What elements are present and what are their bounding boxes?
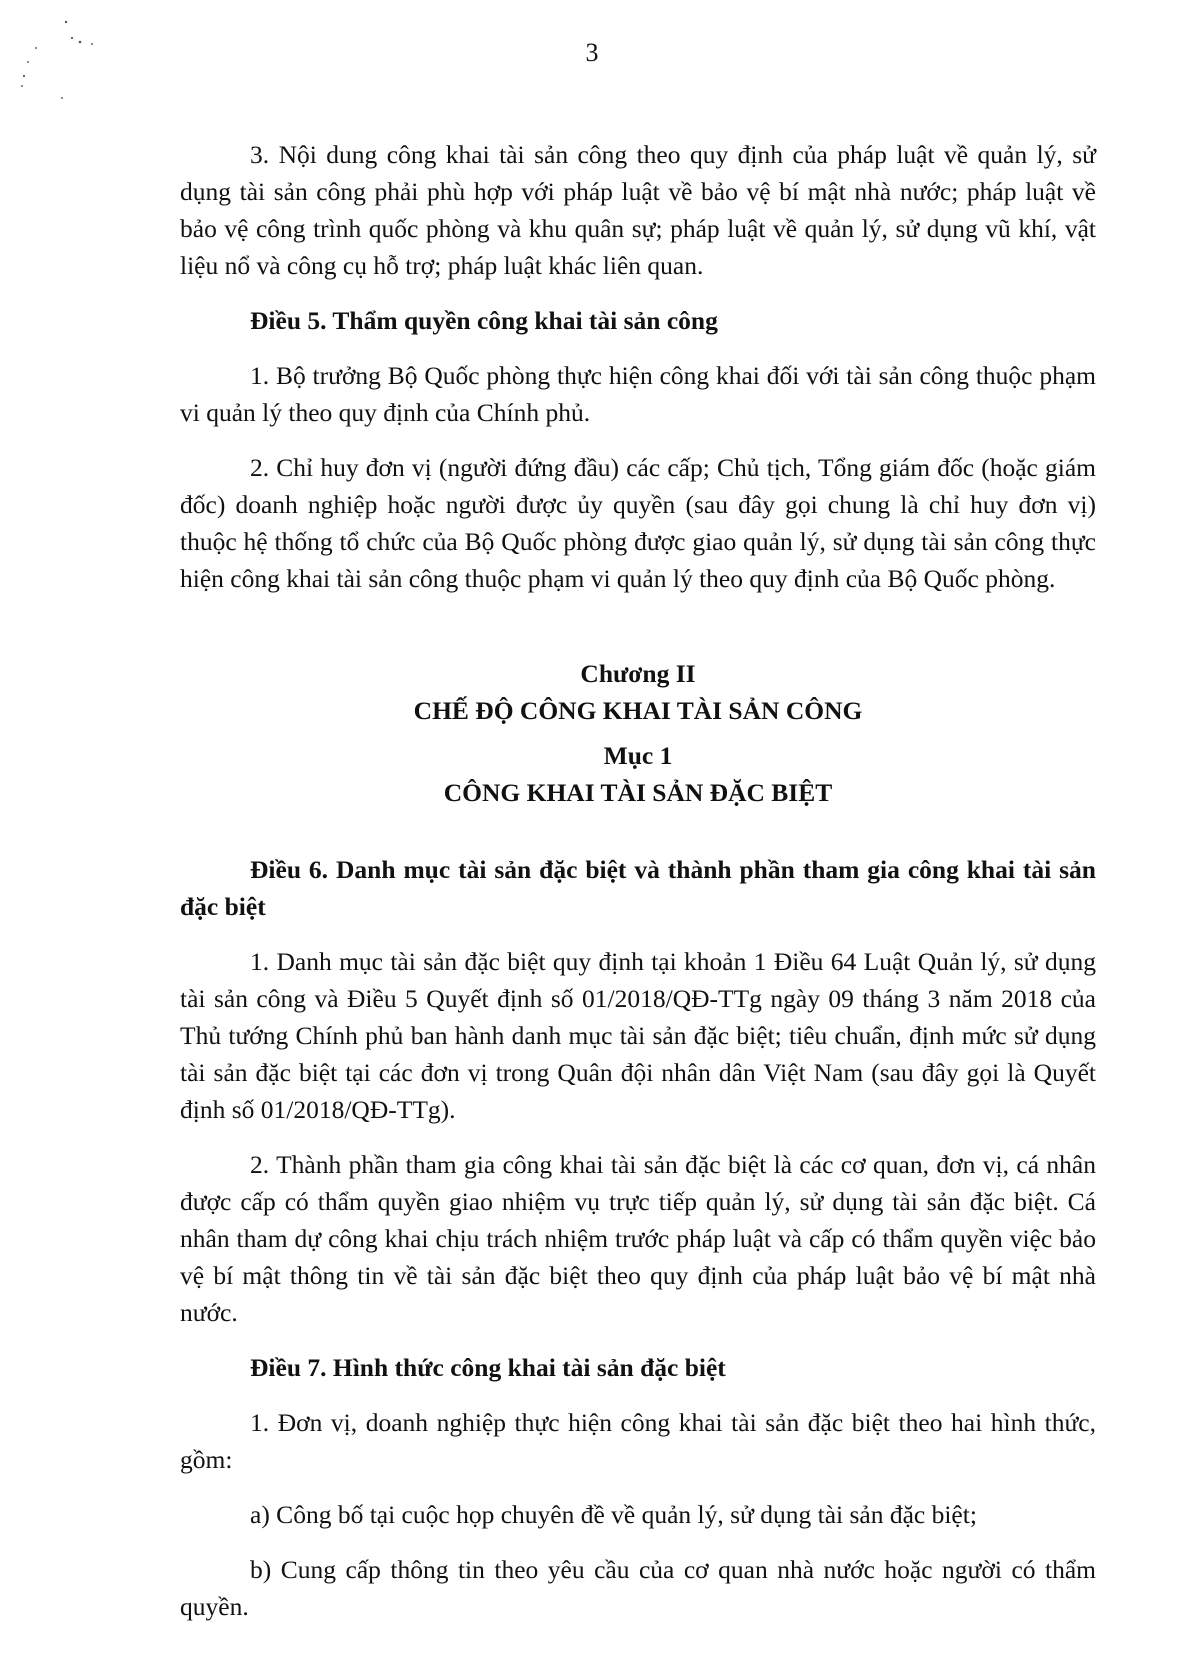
article5-title: Điều 5. Thẩm quyền công khai tài sản công — [250, 306, 718, 335]
article6-title: Điều 6. Danh mục tài sản đặc biệt và thành phần tham gia công khai tài sản đặc biệt — [180, 855, 1096, 921]
page-number: 3 — [585, 38, 599, 67]
chapter-label: Chương II — [580, 659, 696, 688]
article6-clause1: 1. Danh mục tài sản đặc biệt quy định tại khoản 1 Điều 64 Luật Quản lý, sử dụng tài sản công và Điều 5 Quyết định số 01/2018/QĐ-TTg ngày 09 tháng 3 năm 2018 của Thủ tướng Chính phủ ban hành danh mục tài sản đặc biệt; tiêu chuẩn, định mức sử dụng tài sản đặc biệt tại các đơn vị trong Quân đội nhân dân Việt Nam (sau đây gọi là Quyết định số 01/2018/QĐ-TTg). — [180, 947, 1096, 1124]
article5-clause1: 1. Bộ trưởng Bộ Quốc phòng thực hiện công khai đối với tài sản công thuộc phạm vi quản lý theo quy định của Chính phủ. — [180, 361, 1096, 427]
section-title: CÔNG KHAI TÀI SẢN ĐẶC BIỆT — [443, 778, 833, 807]
document-body — [180, 136, 1096, 1643]
article6-clause2: 2. Thành phần tham gia công khai tài sản đặc biệt là các cơ quan, đơn vị, cá nhân được cấp có thẩm quyền giao nhiệm vụ trực tiếp quản lý, sử dụng tài sản đặc biệt. Cá nhân tham dự công khai chịu trách nhiệm trước pháp luật và cấp có thẩm quyền việc bảo vệ bí mật thông tin về tài sản đặc biệt theo quy định của pháp luật bảo vệ bí mật nhà nước. — [180, 1150, 1096, 1327]
chapter-title: CHẾ ĐỘ CÔNG KHAI TÀI SẢN CÔNG — [413, 696, 863, 725]
article7-point-b: b) Cung cấp thông tin theo yêu cầu của cơ quan nhà nước hoặc người có thẩm quyền. — [180, 1555, 1096, 1621]
article7-title: Điều 7. Hình thức công khai tài sản đặc biệt — [250, 1353, 726, 1382]
chapter-heading — [180, 655, 1096, 811]
article4-clause3: 3. Nội dung công khai tài sản công theo quy định của pháp luật về quản lý, sử dụng tài sản công phải phù hợp với pháp luật về bảo vệ bí mật nhà nước; pháp luật về bảo vệ công trình quốc phòng và khu quân sự; pháp luật về quản lý, sử dụng vũ khí, vật liệu nổ và công cụ hỗ trợ; pháp luật khác liên quan. — [180, 140, 1096, 280]
article7-point-a: a) Công bố tại cuộc họp chuyên đề về quản lý, sử dụng tài sản đặc biệt; — [250, 1500, 977, 1529]
section-label: Mục 1 — [603, 741, 673, 770]
article5-clause2: 2. Chỉ huy đơn vị (người đứng đầu) các cấp; Chủ tịch, Tổng giám đốc (hoặc giám đốc) doanh nghiệp hoặc người được ủy quyền (sau đây gọi chung là chỉ huy đơn vị) thuộc hệ thống tổ chức của Bộ Quốc phòng được giao quản lý, sử dụng tài sản công thực hiện công khai tài sản công thuộc phạm vi quản lý theo quy định của Bộ Quốc phòng. — [180, 453, 1096, 593]
article7-clause1: 1. Đơn vị, doanh nghiệp thực hiện công khai tài sản đặc biệt theo hai hình thức, gồm: — [180, 1408, 1096, 1474]
